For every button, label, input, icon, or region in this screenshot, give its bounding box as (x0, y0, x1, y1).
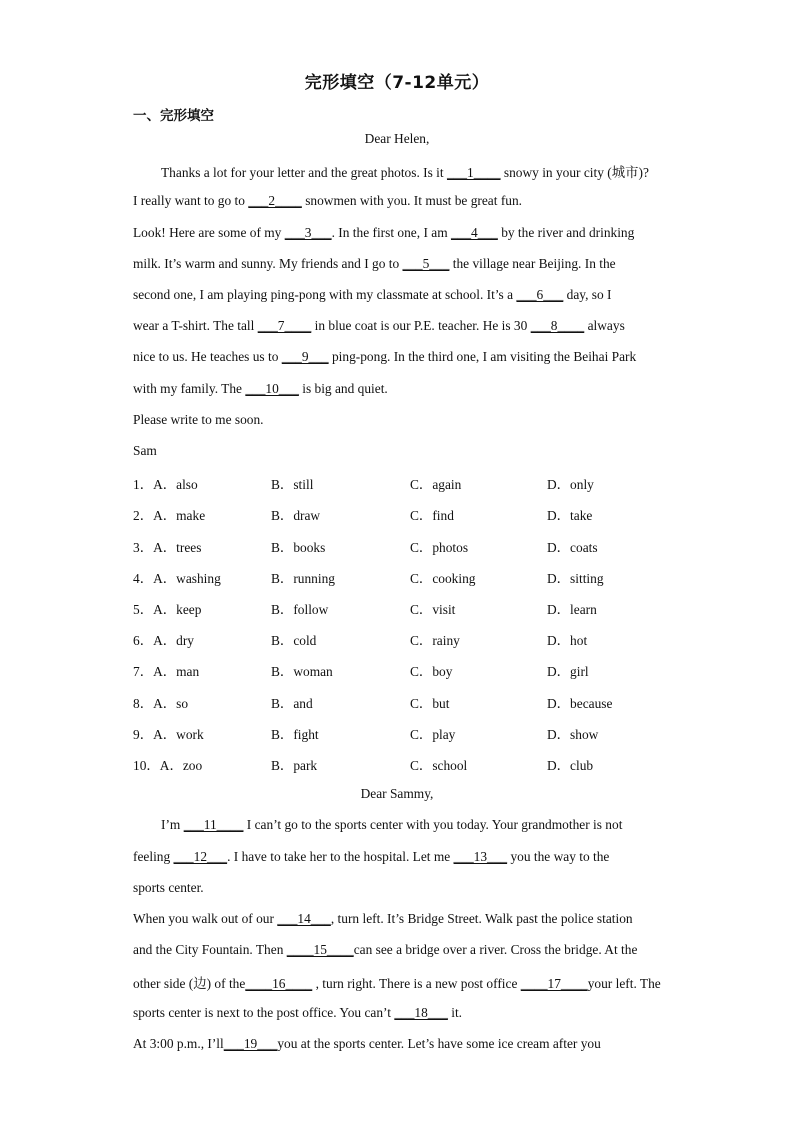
option-b: B．still (271, 477, 314, 492)
letter1-line (133, 349, 636, 365)
passage-text: I’m (161, 817, 184, 832)
passage-text: ping-pong. In the third one, I am visiting the Beihai Park (328, 349, 637, 364)
option-d: D．sitting (547, 571, 604, 586)
answer-blank: ____16____ (245, 976, 313, 991)
passage-text: and the City Fountain. Then (133, 942, 287, 957)
passage-text: is big and quiet. (298, 381, 388, 396)
answer-blank: ___6___ (516, 287, 564, 302)
option-d: D．learn (547, 602, 597, 617)
question-row (133, 505, 693, 523)
option-d: D．because (547, 696, 613, 711)
passage-text: Thanks a lot for your letter and the great photos. Is it (161, 165, 447, 180)
passage-text: you at the sports center. Let’s have some ice cream after you (277, 1036, 601, 1051)
section-heading: 一、完形填空 (133, 108, 214, 124)
letter2-line (161, 817, 622, 833)
passage-text: second one, I am playing ping-pong with my classmate at school. It’s a (133, 287, 517, 302)
passage-text: sports center is next to the post office. You can’t (133, 1005, 395, 1020)
letter1-line (161, 162, 649, 181)
question-row (133, 693, 693, 711)
answer-blank: ___11____ (183, 817, 244, 832)
passage-text: it. (447, 1005, 463, 1020)
letter2-line (133, 880, 204, 896)
option-a: 2．A．make (133, 508, 206, 523)
answer-blank: ____17____ (520, 976, 588, 991)
option-d: D．club (547, 758, 594, 773)
option-c: C．school (410, 758, 468, 773)
option-b: B．cold (271, 633, 317, 648)
letter2-line (133, 849, 609, 865)
letter1-line (133, 412, 264, 428)
answer-blank: ___18___ (394, 1005, 448, 1020)
question-row (133, 537, 693, 555)
answer-blank: ___8____ (530, 318, 585, 333)
option-c: C．cooking (410, 571, 476, 586)
passage-text: I really want to go to (133, 193, 249, 208)
letter1-line (133, 193, 522, 209)
option-c: C．visit (410, 602, 456, 617)
option-a: 9．A．work (133, 727, 204, 742)
option-b: B．follow (271, 602, 329, 617)
passage-text: sports center. (133, 880, 204, 895)
question-row (133, 599, 693, 617)
option-a: 10．A．zoo (133, 758, 203, 773)
option-a: 7．A．man (133, 664, 200, 679)
letter2-line (133, 942, 637, 958)
passage-text: At 3:00 p.m., I’ll (133, 1036, 224, 1051)
letter2-line (133, 911, 633, 927)
passage-text: feeling (133, 849, 174, 864)
option-d: D．coats (547, 540, 598, 555)
passage-text: . In the first one, I am (331, 225, 451, 240)
answer-blank: ___13___ (453, 849, 508, 864)
answer-blank: ___19___ (223, 1036, 278, 1051)
passage-text: other side (边) of the (133, 976, 246, 991)
passage-text: day, so I (563, 287, 612, 302)
answer-blank: ___5___ (402, 256, 450, 271)
option-a: 6．A．dry (133, 633, 194, 648)
option-d: D．girl (547, 664, 589, 679)
option-c: C．but (410, 696, 450, 711)
option-c: C．find (410, 508, 454, 523)
answer-blank: ___1____ (446, 165, 501, 180)
option-b: B．park (271, 758, 318, 773)
option-d: D．take (547, 508, 593, 523)
option-a: 4．A．washing (133, 571, 221, 586)
option-d: D．only (547, 477, 594, 492)
letter1-line (133, 381, 388, 397)
answer-blank: ___2____ (248, 193, 302, 208)
answer-blank: ___12___ (173, 849, 228, 864)
passage-text: by the river and drinking (497, 225, 635, 240)
question-row (133, 661, 693, 679)
option-b: B．running (271, 571, 335, 586)
passage-text: nice to us. He teaches us to (133, 349, 282, 364)
answer-blank: ___9___ (281, 349, 329, 364)
letter2-line (133, 1036, 601, 1052)
passage-text: Please write to me soon. (133, 412, 264, 427)
passage-text: in blue coat is our P.E. teacher. He is 30 (311, 318, 531, 333)
letter2-line (133, 1005, 462, 1021)
letter2-line (133, 973, 661, 992)
option-c: C．again (410, 477, 462, 492)
letter1-line (133, 287, 612, 303)
passage-text: . I have to take her to the hospital. Let me (227, 849, 454, 864)
option-b: B．and (271, 696, 313, 711)
page-title: 完形填空（7-12单元） (304, 73, 490, 93)
answer-blank: ___4___ (450, 225, 498, 240)
passage-text: Look! Here are some of my (133, 225, 285, 240)
question-row (133, 474, 693, 492)
letter1-line (133, 443, 157, 459)
option-b: B．fight (271, 727, 319, 742)
letter1-line (133, 318, 625, 334)
option-a: 3．A．trees (133, 540, 202, 555)
passage-text: your left. The (587, 976, 661, 991)
option-a: 5．A．keep (133, 602, 202, 617)
passage-text: the village near Beijing. In the (449, 256, 616, 271)
option-b: B．woman (271, 664, 333, 679)
passage-text: Sam (133, 443, 157, 458)
option-a: 1．A．also (133, 477, 198, 492)
letter1-line (133, 225, 634, 241)
letter1-line (133, 256, 616, 272)
option-a: 8．A．so (133, 696, 189, 711)
option-c: C．photos (410, 540, 469, 555)
answer-blank: ___14___ (277, 911, 331, 926)
passage-text: I can’t go to the sports center with you today. Your grandmother is not (243, 817, 623, 832)
option-c: C．play (410, 727, 456, 742)
passage-text: with my family. The (133, 381, 246, 396)
passage-text: wear a T-shirt. The tall (133, 318, 258, 333)
answer-blank: ____15____ (286, 942, 354, 957)
passage-text: milk. It’s warm and sunny. My friends and I go to (133, 256, 403, 271)
option-c: C．boy (410, 664, 453, 679)
passage-text: When you walk out of our (133, 911, 278, 926)
option-d: D．hot (547, 633, 588, 648)
letter2-salutation: Dear Sammy, (360, 786, 434, 801)
passage-text: snowmen with you. It must be great fun. (301, 193, 523, 208)
question-row (133, 755, 693, 773)
option-b: B．draw (271, 508, 321, 523)
passage-text: can see a bridge over a river. Cross the bridge. At the (353, 942, 638, 957)
answer-blank: ___10___ (245, 381, 299, 396)
answer-blank: ___3___ (284, 225, 332, 240)
option-c: C．rainy (410, 633, 460, 648)
question-row (133, 724, 693, 742)
question-row (133, 568, 693, 586)
answer-blank: ___7____ (257, 318, 312, 333)
passage-text: you the way to the (507, 849, 610, 864)
option-b: B．books (271, 540, 326, 555)
passage-text: , turn right. There is a new post office (312, 976, 521, 991)
passage-text: snowy in your city (城市)? (500, 165, 649, 180)
letter1-salutation: Dear Helen, (364, 131, 430, 146)
passage-text: always (584, 318, 625, 333)
question-row (133, 630, 693, 648)
option-d: D．show (547, 727, 599, 742)
passage-text: , turn left. It’s Bridge Street. Walk past the police station (330, 911, 633, 926)
